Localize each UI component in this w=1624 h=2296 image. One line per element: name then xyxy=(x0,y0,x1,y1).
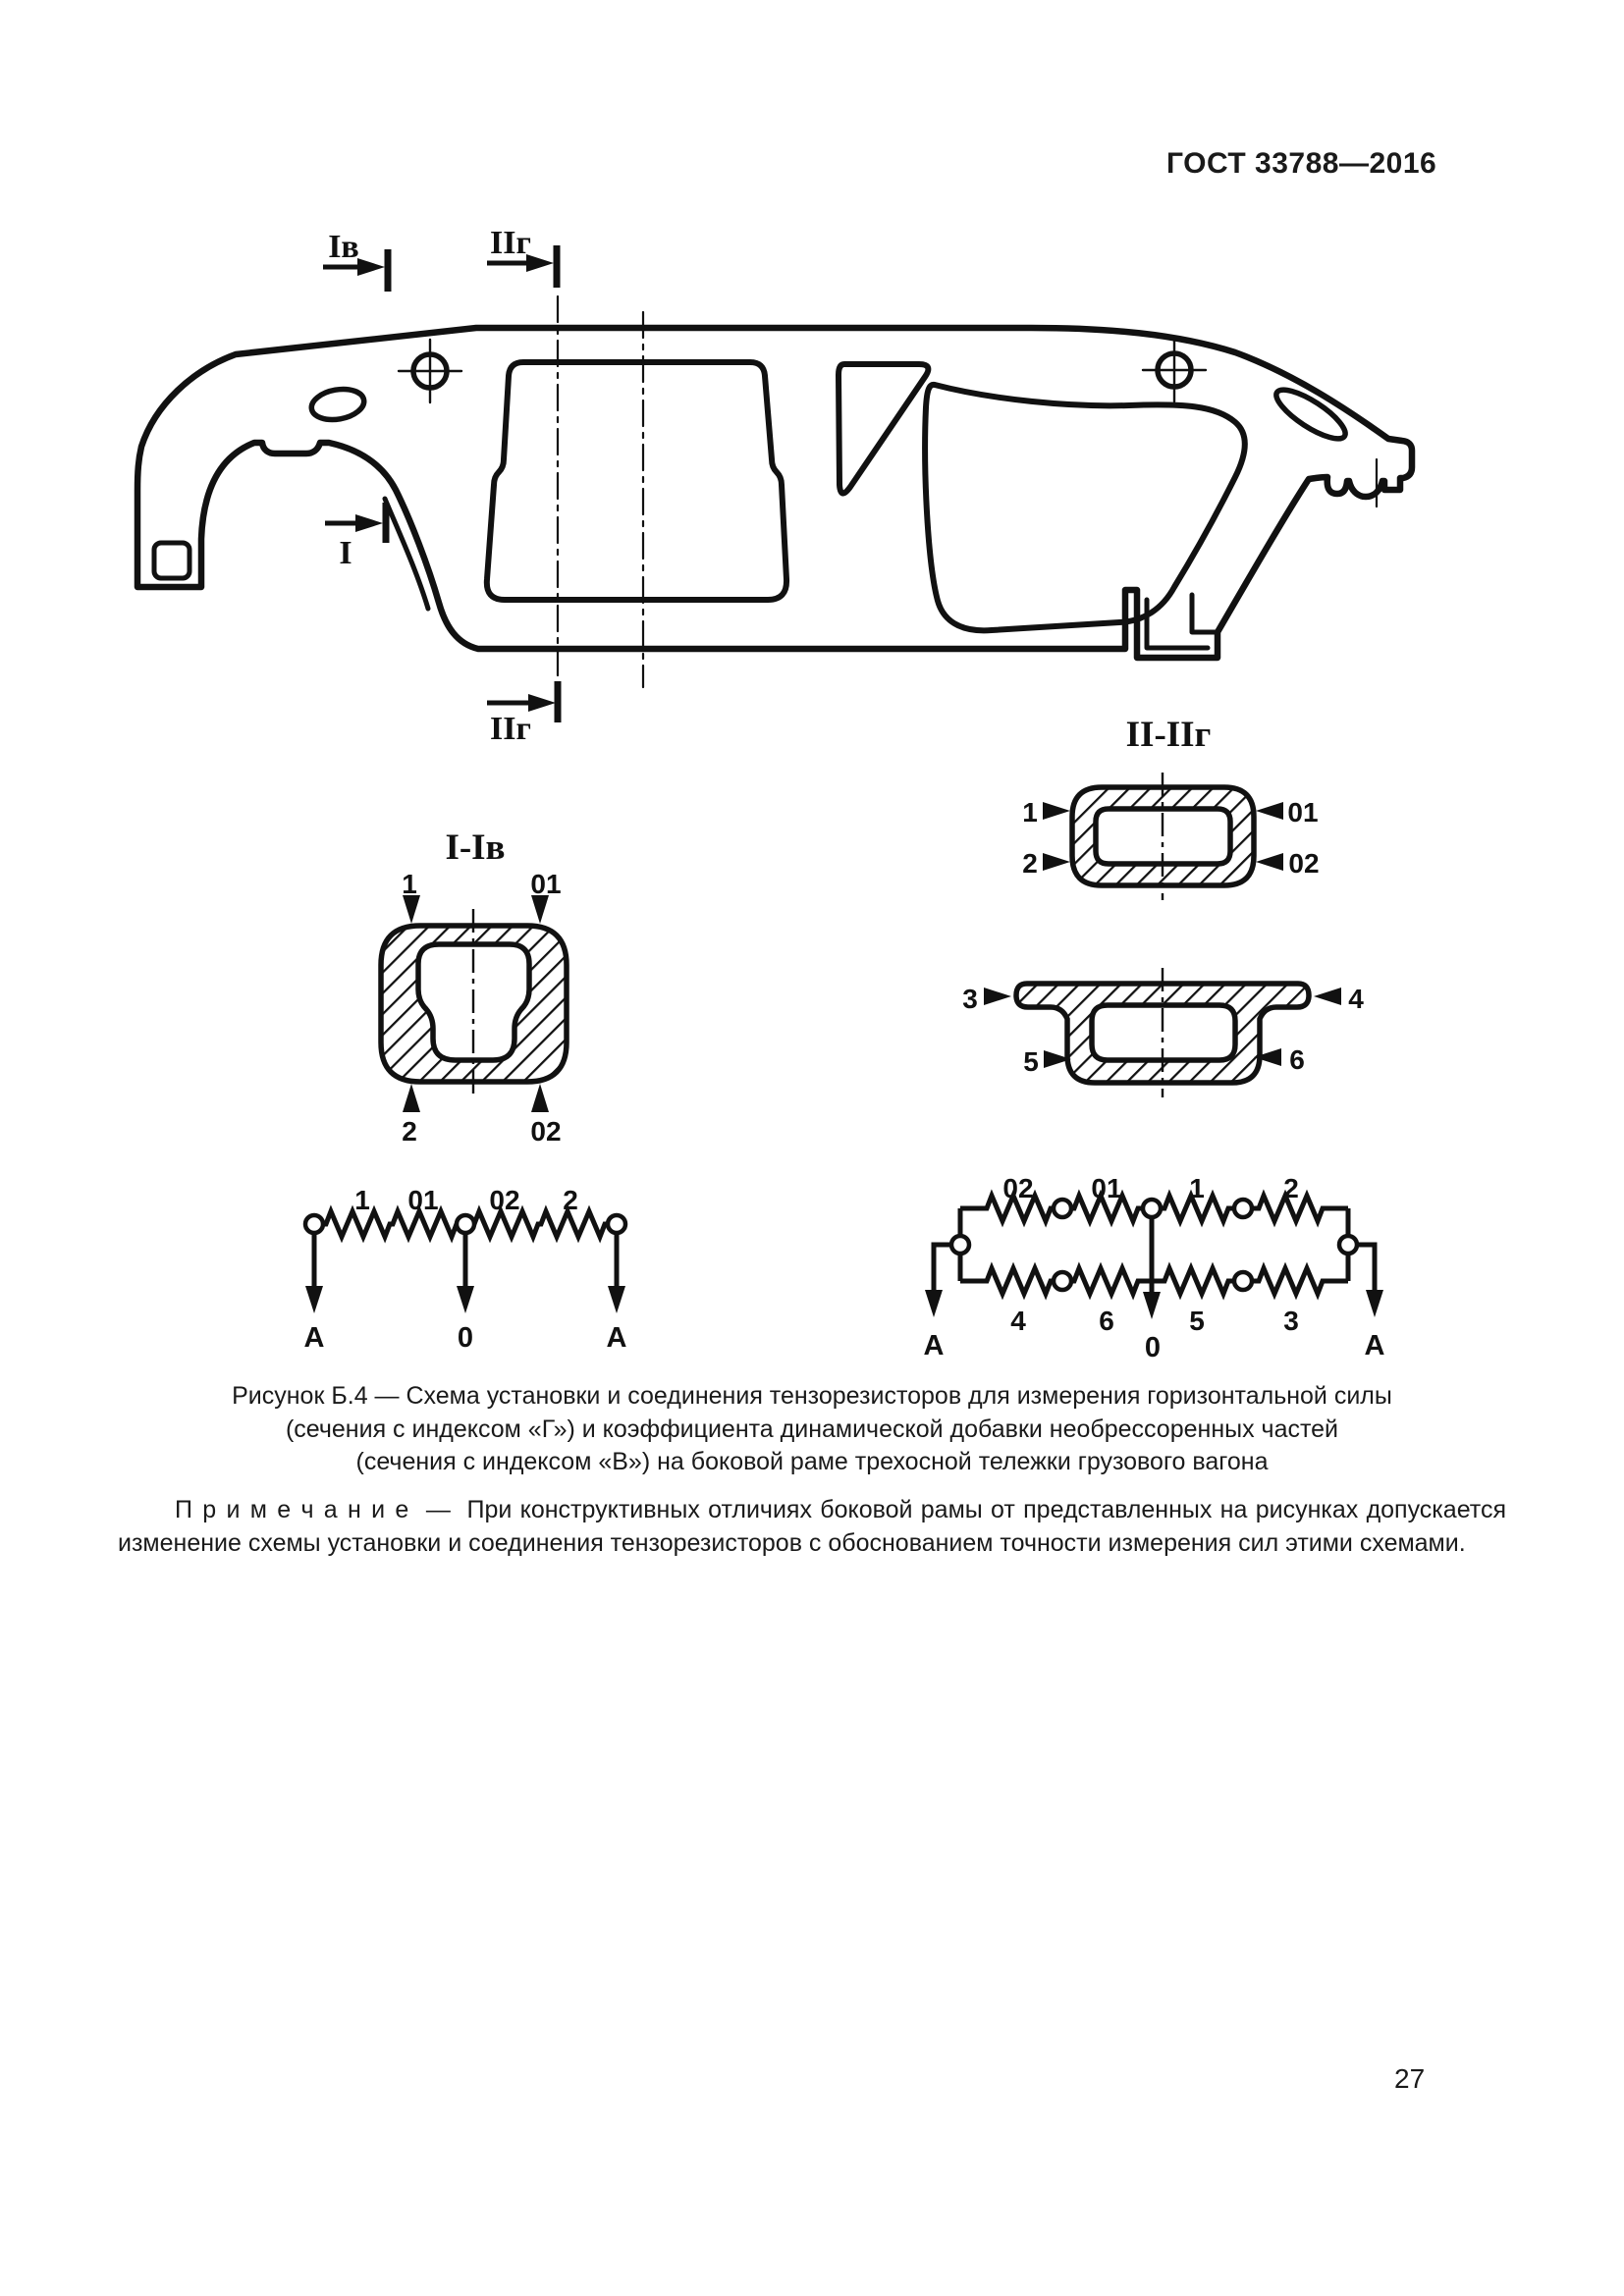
resistor-label: 1 xyxy=(354,1185,370,1215)
resistor-label: 1 xyxy=(1189,1173,1205,1203)
resistor-label: 4 xyxy=(1010,1306,1026,1336)
resistor-label: 01 xyxy=(1091,1173,1122,1203)
pedestal-box-inner xyxy=(154,543,189,578)
circuit-node xyxy=(305,1215,323,1233)
circuit-node xyxy=(1234,1200,1252,1217)
circuit-node xyxy=(1054,1200,1071,1217)
terminal-label: A xyxy=(606,1322,627,1354)
circuit-node xyxy=(951,1236,969,1254)
circuit-node xyxy=(1234,1272,1252,1290)
resistor-label: 3 xyxy=(1283,1306,1299,1336)
section-marker-iv xyxy=(323,229,388,292)
caption-line-1: Рисунок Б.4 — Схема установки и соединения тензорезисторов для измерения горизонтальной силы xyxy=(232,1382,1392,1410)
arrow-head xyxy=(357,258,385,276)
half-bridge-circuit xyxy=(304,1185,627,1354)
gauge-arrow xyxy=(1256,802,1283,820)
section-ii-iig xyxy=(962,715,1364,1097)
tube-label-2: 2 xyxy=(1022,848,1038,879)
circuit-node xyxy=(457,1215,474,1233)
arrow-head xyxy=(608,1286,625,1313)
circuit-node xyxy=(1339,1236,1357,1254)
gauge-arrow xyxy=(531,895,549,924)
note-dash: — xyxy=(425,1496,451,1523)
gauge-label-02: 02 xyxy=(530,1116,562,1147)
circuit-node xyxy=(608,1215,625,1233)
marker-label-iig-top: IIг xyxy=(490,225,531,261)
gauge-arrow xyxy=(1043,802,1070,820)
marker-label-iv: Iв xyxy=(328,229,359,265)
arrow-head xyxy=(457,1286,474,1313)
side-frame-outline xyxy=(137,328,1412,658)
hat-label-3: 3 xyxy=(962,984,978,1014)
section-i-iv xyxy=(381,828,567,1147)
section-ii-title: II-IIг xyxy=(1125,715,1212,755)
arrow-head xyxy=(305,1286,323,1313)
arrow-head xyxy=(355,514,383,532)
side-frame-view xyxy=(137,296,1412,687)
gauge-arrow xyxy=(984,988,1011,1005)
resistor-label: 2 xyxy=(563,1185,578,1215)
circuit-node xyxy=(1143,1200,1161,1217)
gauge-arrow xyxy=(403,1084,420,1112)
triangle-window xyxy=(839,364,928,494)
note-paragraph xyxy=(118,1493,1506,1560)
note-label: П р и м е ч а н и е xyxy=(175,1496,410,1523)
hat-label-6: 6 xyxy=(1289,1044,1305,1075)
tube-label-01: 01 xyxy=(1287,797,1319,828)
arrow-head xyxy=(528,694,556,712)
terminal-label: A xyxy=(1364,1330,1385,1362)
full-bridge-circuit xyxy=(924,1173,1385,1363)
gauge-label-2: 2 xyxy=(402,1116,417,1147)
caption-line-2: (сечения с индексом «Г») и коэффициента динамической добавки необрессоренных частей xyxy=(285,1415,1339,1443)
terminal-label: 0 xyxy=(457,1322,474,1354)
spring-seat-step-line xyxy=(1192,595,1218,632)
resistor-label: 5 xyxy=(1189,1306,1205,1336)
gauge-arrow xyxy=(403,895,420,924)
standard-number: ГОСТ 33788—2016 xyxy=(1166,147,1437,180)
central-window xyxy=(487,362,786,600)
hat-label-4: 4 xyxy=(1348,984,1364,1014)
resistor-label: 02 xyxy=(1002,1173,1034,1203)
arrow-head xyxy=(925,1290,943,1317)
gauge-label-1: 1 xyxy=(402,869,417,899)
tube-label-1: 1 xyxy=(1022,797,1038,828)
arrow-head xyxy=(1366,1290,1383,1317)
resistor-label: 02 xyxy=(489,1185,520,1215)
page-number: 27 xyxy=(1394,2063,1426,2094)
section-i-title: I-Iв xyxy=(445,828,506,868)
circuit-node xyxy=(1054,1272,1071,1290)
tube-label-02: 02 xyxy=(1288,848,1320,879)
marker-label-i: I xyxy=(339,535,352,571)
hat-label-5: 5 xyxy=(1023,1046,1039,1077)
crosshair-hole-left xyxy=(399,340,461,402)
gauge-arrow xyxy=(1256,853,1283,871)
section-marker-iig-top xyxy=(487,225,557,288)
gauge-arrow xyxy=(1314,988,1341,1005)
resistor-label: 01 xyxy=(407,1185,439,1215)
resistor-label: 6 xyxy=(1099,1306,1114,1336)
arrow-head xyxy=(1143,1292,1161,1319)
crosshair-hole-right xyxy=(1143,339,1206,401)
note-text: При конструктивных отличиях боковой рамы от представленных на рисунках допускается изменение схемы установки и соединения тензорезисторов с обоснованием точности измерения сил этими схемами. xyxy=(118,1496,1506,1557)
section-marker-i xyxy=(325,503,386,571)
marker-label-iig-bottom: IIг xyxy=(490,711,531,747)
gauge-arrow xyxy=(531,1084,549,1112)
section-marker-iig-bottom xyxy=(487,681,558,747)
terminal-label: A xyxy=(923,1330,945,1362)
oval-hole-left xyxy=(309,386,366,424)
terminal-label: A xyxy=(303,1322,325,1354)
caption-line-3: (сечения с индексом «В») на боковой раме трехосной тележки грузового вагона xyxy=(355,1448,1269,1475)
gauge-arrow xyxy=(1043,853,1070,871)
gauge-label-01: 01 xyxy=(530,869,562,899)
lower-right-opening xyxy=(925,385,1245,630)
terminal-label: 0 xyxy=(1144,1332,1162,1363)
resistor-label: 2 xyxy=(1283,1173,1299,1203)
figure-caption xyxy=(90,1380,1534,1479)
